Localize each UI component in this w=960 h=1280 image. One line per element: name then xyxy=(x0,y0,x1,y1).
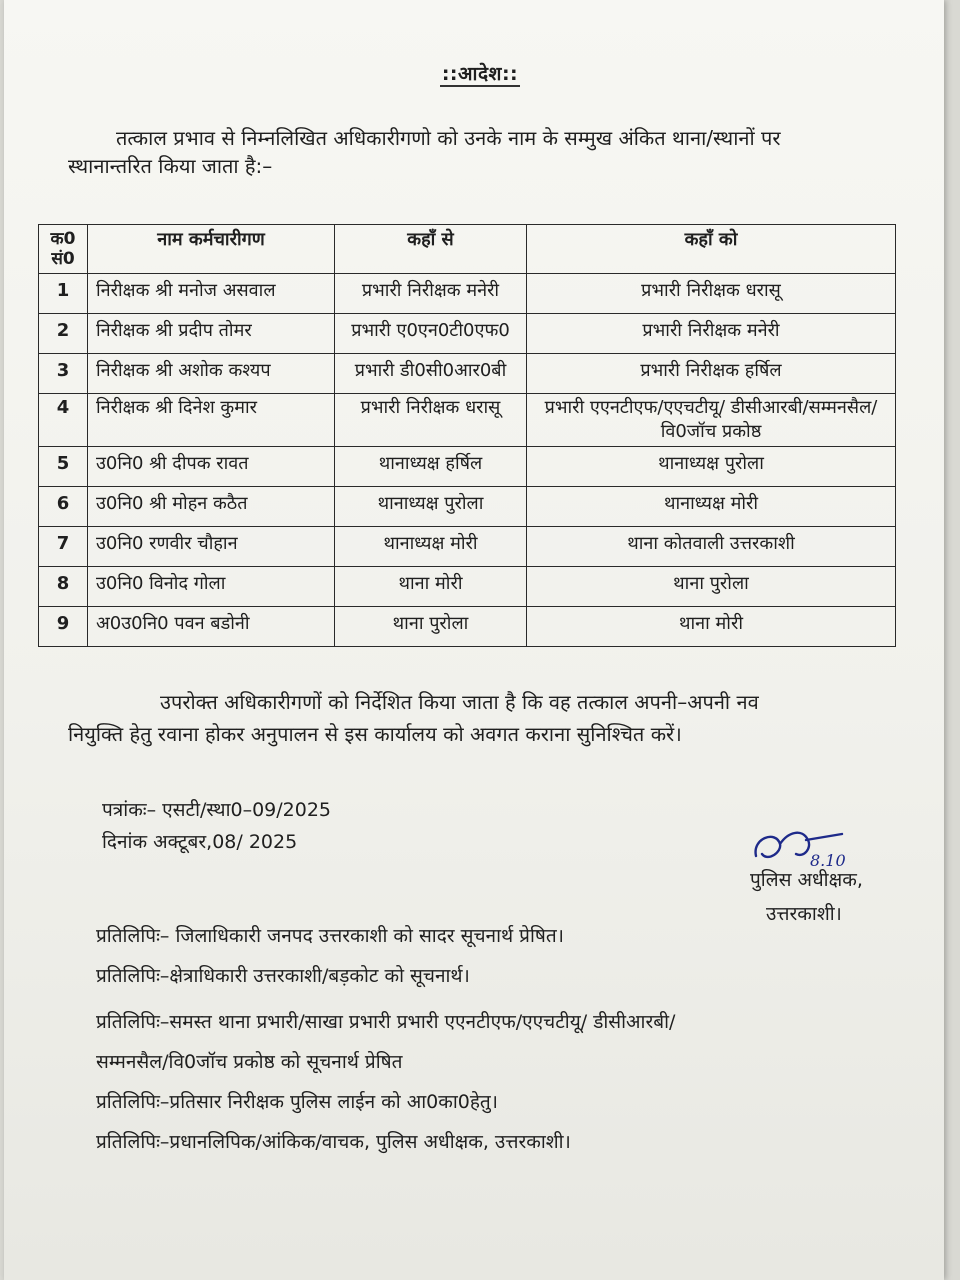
row-to: प्रभारी निरीक्षक हर्षिल xyxy=(527,354,896,394)
directive-line-2: नियुक्ति हेतु रवाना होकर अनुपालन से इस कार्यालय को अवगत कराना सुनिश्चित करें। xyxy=(68,722,682,746)
directive-line-1: उपरोक्त अधिकारीगणों को निर्देशित किया जाता है कि वह तत्काल अपनी–अपनी नव xyxy=(160,690,759,714)
table-row xyxy=(39,567,896,607)
header-name: नाम कर्मचारीगण xyxy=(88,225,335,274)
row-from: थाना पुरोला xyxy=(335,607,527,647)
row-to: थानाध्यक्ष मोरी xyxy=(527,487,896,527)
row-from: थानाध्यक्ष हर्षिल xyxy=(335,447,527,487)
row-from: प्रभारी निरीक्षक मनेरी xyxy=(335,274,527,314)
row-from: थानाध्यक्ष मोरी xyxy=(335,527,527,567)
row-to: थानाध्यक्ष पुरोला xyxy=(527,447,896,487)
header-from: कहाँ से xyxy=(335,225,527,274)
row-from: थानाध्यक्ष पुरोला xyxy=(335,487,527,527)
row-sno: 7 xyxy=(39,527,88,567)
row-from: प्रभारी निरीक्षक धरासू xyxy=(335,394,527,447)
row-name: निरीक्षक श्री अशोक कश्यप xyxy=(88,354,335,394)
row-sno: 6 xyxy=(39,487,88,527)
copy-line: प्रतिलिपिः–समस्त थाना प्रभारी/साखा प्रभारी प्रभारी एएनटीएफ/एएचटीयू/ डीसीआरबी/ xyxy=(96,1011,676,1033)
row-to: प्रभारी निरीक्षक धरासू xyxy=(527,274,896,314)
table-row xyxy=(39,274,896,314)
table-row xyxy=(39,527,896,567)
signatory-designation: पुलिस अधीक्षक, xyxy=(750,869,863,891)
row-from: प्रभारी डी0सी0आर0बी xyxy=(335,354,527,394)
signatory-location: उत्तरकाशी। xyxy=(766,903,842,925)
row-from: प्रभारी ए0एन0टी0एफ0 xyxy=(335,314,527,354)
table-row xyxy=(39,447,896,487)
row-name: निरीक्षक श्री प्रदीप तोमर xyxy=(88,314,335,354)
row-name: निरीक्षक श्री मनोज असवाल xyxy=(88,274,335,314)
row-sno: 8 xyxy=(39,567,88,607)
reference-number: पत्रांकः– एसटी/स्था0–09/2025 xyxy=(102,799,332,821)
reference-date: दिनांक अक्टूबर,08/ 2025 xyxy=(102,831,298,853)
row-sno: 3 xyxy=(39,354,88,394)
row-name: उ0नि0 श्री दीपक रावत xyxy=(88,447,335,487)
row-name: निरीक्षक श्री दिनेश कुमार xyxy=(88,394,335,447)
table-row xyxy=(39,314,896,354)
row-to: थाना पुरोला xyxy=(527,567,896,607)
table-header-row xyxy=(39,225,896,274)
row-sno: 1 xyxy=(39,274,88,314)
row-name: उ0नि0 श्री मोहन कठैत xyxy=(88,487,335,527)
intro-line-2: स्थानान्तरित किया जाता है:– xyxy=(68,154,273,178)
intro-line-1: तत्काल प्रभाव से निम्नलिखित अधिकारीगणो को उनके नाम के सम्मुख अंकित थाना/स्थानों पर xyxy=(116,126,781,150)
header-to: कहाँ को xyxy=(527,225,896,274)
row-to: थाना कोतवाली उत्तरकाशी xyxy=(527,527,896,567)
table-row xyxy=(39,487,896,527)
row-to: प्रभारी एएनटीएफ/एएचटीयू/ डीसीआरबी/सम्मनसैल/वि0जॉच प्रकोष्ठ xyxy=(527,394,896,447)
row-sno: 4 xyxy=(39,394,88,447)
copy-line-continued: सम्मनसैल/वि0जॉच प्रकोष्ठ को सूचनार्थ प्रेषित xyxy=(96,1051,403,1073)
transfer-table xyxy=(38,224,896,647)
row-to: प्रभारी निरीक्षक मनेरी xyxy=(527,314,896,354)
copy-line: प्रतिलिपिः–प्रधानलिपिक/आंकिक/वाचक, पुलिस अधीक्षक, उत्तरकाशी। xyxy=(96,1131,571,1153)
row-name: उ0नि0 विनोद गोला xyxy=(88,567,335,607)
header-sno: क0 सं0 xyxy=(39,225,88,274)
order-heading: ::आदेश:: xyxy=(441,63,519,85)
table-row xyxy=(39,394,896,447)
copy-line: प्रतिलिपिः– जिलाधिकारी जनपद उत्तरकाशी को सादर सूचनार्थ प्रेषित। xyxy=(96,925,564,947)
row-sno: 2 xyxy=(39,314,88,354)
signature-date: 8.10 xyxy=(810,851,846,870)
row-from: थाना मोरी xyxy=(335,567,527,607)
row-name: उ0नि0 रणवीर चौहान xyxy=(88,527,335,567)
row-to: थाना मोरी xyxy=(527,607,896,647)
table-row xyxy=(39,354,896,394)
row-sno: 5 xyxy=(39,447,88,487)
table-row xyxy=(39,607,896,647)
copy-line: प्रतिलिपिः–क्षेत्राधिकारी उत्तरकाशी/बड़कोट को सूचनार्थ। xyxy=(96,965,470,987)
row-sno: 9 xyxy=(39,607,88,647)
copy-line: प्रतिलिपिः–प्रतिसार निरीक्षक पुलिस लाईन को आ0का0हेतु। xyxy=(96,1091,498,1113)
row-name: अ0उ0नि0 पवन बडोनी xyxy=(88,607,335,647)
